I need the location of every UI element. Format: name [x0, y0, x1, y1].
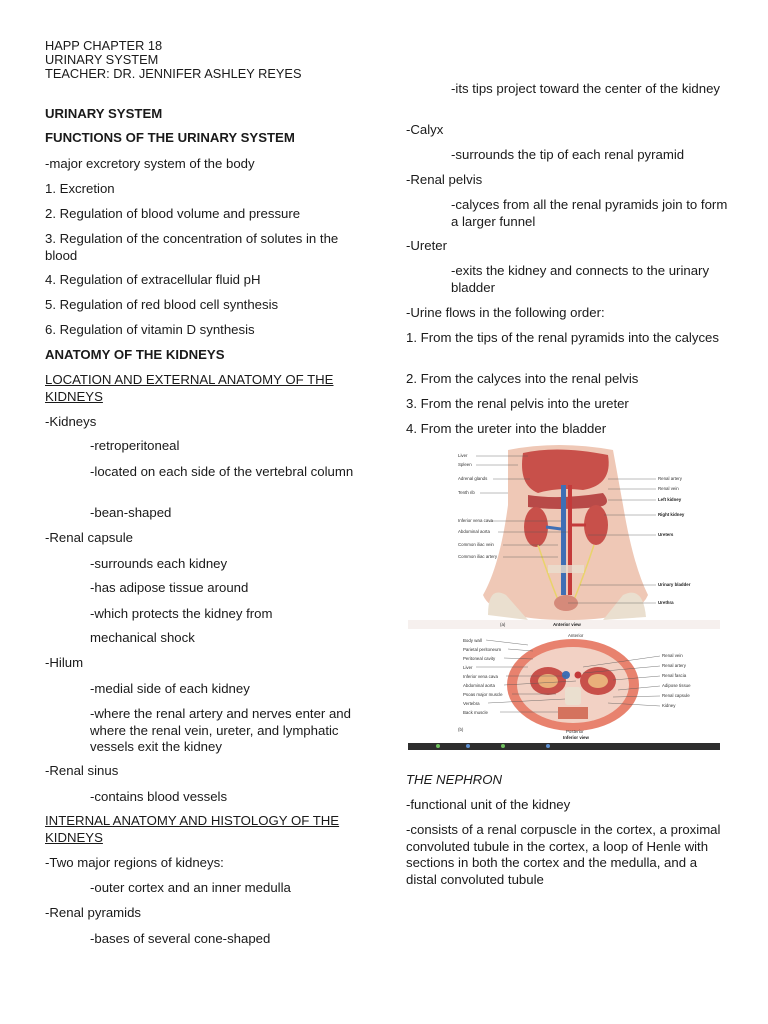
term-calyx: -Calyx: [406, 122, 444, 137]
functions-intro: -major excretory system of the body: [45, 156, 255, 171]
fig-label: Psoas major muscle: [463, 692, 503, 697]
fig-label: Adrenal glands: [458, 476, 488, 481]
fig-anterior-label: Anterior: [568, 633, 584, 638]
fig-label: Vertebra: [463, 701, 480, 706]
function-item: 2. Regulation of blood volume and pressure: [45, 206, 301, 221]
fig-label: Inferior vena cava: [463, 674, 498, 679]
fig-label: Renal artery: [658, 476, 682, 481]
anatomy-heading: ANATOMY OF THE KIDNEYS: [45, 347, 225, 362]
kidneys-point: -retroperitoneal: [90, 438, 180, 453]
fig-caption-anterior: Anterior view: [553, 622, 581, 627]
pyramids-point: -bases of several cone-shaped: [90, 931, 271, 946]
fig-label: Peritoneal cavity: [463, 656, 496, 661]
inferior-view-drawing: [507, 639, 639, 731]
hilum-point: -medial side of each kidney: [90, 681, 250, 696]
fig-label: Urinary bladder: [658, 582, 691, 587]
term-renal-capsule: -Renal capsule: [45, 530, 133, 545]
capsule-point: -surrounds each kidney: [90, 556, 228, 571]
fig-label: Ureters: [658, 532, 674, 537]
section-title: URINARY SYSTEM: [45, 106, 163, 121]
nephron-point: -consists of a renal corpuscle in the cortex, a proximal convoluted tubule in the cortex, a loop of Henle with sections in both the cortex and the medulla, and a distal convoluted tubule: [406, 822, 721, 887]
capsule-point: mechanical shock: [90, 630, 195, 645]
fig-letter-b: (b): [458, 727, 464, 732]
nephron-point: -functional unit of the kidney: [406, 797, 571, 812]
kidney-anatomy-illustration: [408, 445, 720, 750]
doc-header-line1: HAPP CHAPTER 18: [45, 38, 163, 53]
internal-heading: INTERNAL ANATOMY AND HISTOLOGY OF THE KIDNEYS: [45, 813, 340, 845]
kidneys-point: -bean-shaped: [90, 505, 172, 520]
fig-label: Parietal peritoneum: [463, 647, 502, 652]
fig-label: Abdominal aorta: [458, 529, 490, 534]
fig-label: Renal artery: [662, 663, 686, 668]
nephron-heading: THE NEPHRON: [406, 772, 502, 787]
pelvis-point: -calyces from all the renal pyramids join to form a larger funnel: [451, 197, 728, 229]
sinus-point: -contains blood vessels: [90, 789, 228, 804]
fig-label: Renal vein: [658, 486, 679, 491]
term-kidneys: -Kidneys: [45, 414, 97, 429]
fig-label: Left kidney: [658, 497, 682, 502]
fig-label: Renal capsule: [662, 693, 690, 698]
term-renal-sinus: -Renal sinus: [45, 763, 119, 778]
doc-header-line3: TEACHER: DR. JENNIFER ASHLEY REYES: [45, 66, 302, 81]
calyx-point: -surrounds the tip of each renal pyramid: [451, 147, 685, 162]
fig-label: Abdominal aorta: [463, 683, 495, 688]
functions-heading: FUNCTIONS OF THE URINARY SYSTEM: [45, 130, 295, 145]
regions-point: -outer cortex and an inner medulla: [90, 880, 291, 895]
fig-label: Spleen: [458, 462, 472, 467]
ureter-point: -exits the kidney and connects to the urinary bladder: [451, 263, 710, 295]
fig-label: Renal vein: [662, 653, 683, 658]
term-renal-pyramids: -Renal pyramids: [45, 905, 142, 920]
term-ureter: -Ureter: [406, 238, 448, 253]
fig-label: Kidney: [662, 703, 676, 708]
fig-label: Right kidney: [658, 512, 685, 517]
fig-label: Liver: [458, 453, 468, 458]
fig-label: Inferior vena cava: [458, 518, 493, 523]
function-item: 4. Regulation of extracellular fluid pH: [45, 272, 261, 287]
kidneys-point: -located on each side of the vertebral column: [90, 464, 354, 479]
kidney-anatomy-figure: [408, 445, 720, 750]
fig-letter-a: (a): [500, 622, 506, 627]
fig-label: Renal fascia: [662, 673, 687, 678]
capsule-point: -has adipose tissue around: [90, 580, 249, 595]
fig-caption-inferior: Inferior view: [563, 735, 589, 740]
function-item: 5. Regulation of red blood cell synthesis: [45, 297, 279, 312]
term-renal-pelvis: -Renal pelvis: [406, 172, 483, 187]
doc-header-line2: URINARY SYSTEM: [45, 52, 159, 67]
fig-label: Common iliac artery: [458, 554, 498, 559]
pyramids-tips-point: -its tips project toward the center of the kidney: [451, 81, 721, 96]
flow-item: 1. From the tips of the renal pyramids into the calyces: [406, 330, 719, 345]
fig-label: Body wall: [463, 638, 482, 643]
flow-intro: -Urine flows in the following order:: [406, 305, 605, 320]
regions-text: -Two major regions of kidneys:: [45, 855, 224, 870]
flow-item: 3. From the renal pelvis into the ureter: [406, 396, 629, 411]
fig-label: Urethra: [658, 600, 674, 605]
fig-posterior-label: Posterior: [566, 729, 584, 734]
hilum-point: -where the renal artery and nerves enter and where the renal vein, ureter, and lymphatic vessels exit the kidney: [90, 706, 351, 754]
fig-label: Back muscle: [463, 710, 488, 715]
function-item: 3. Regulation of the concentration of solutes in the blood: [45, 231, 339, 263]
function-item: 1. Excretion: [45, 181, 115, 196]
location-heading: LOCATION AND EXTERNAL ANATOMY OF THE KIDNEYS: [45, 372, 334, 404]
function-item: 6. Regulation of vitamin D synthesis: [45, 322, 255, 337]
flow-item: 4. From the ureter into the bladder: [406, 421, 607, 436]
fig-label: Adipose tissue: [662, 683, 691, 688]
fig-label: Common iliac vein: [458, 542, 494, 547]
flow-item: 2. From the calyces into the renal pelvis: [406, 371, 639, 386]
term-hilum: -Hilum: [45, 655, 84, 670]
capsule-point: -which protects the kidney from: [90, 606, 273, 621]
fig-label: Tenth rib: [458, 490, 475, 495]
fig-label: Liver: [463, 665, 473, 670]
